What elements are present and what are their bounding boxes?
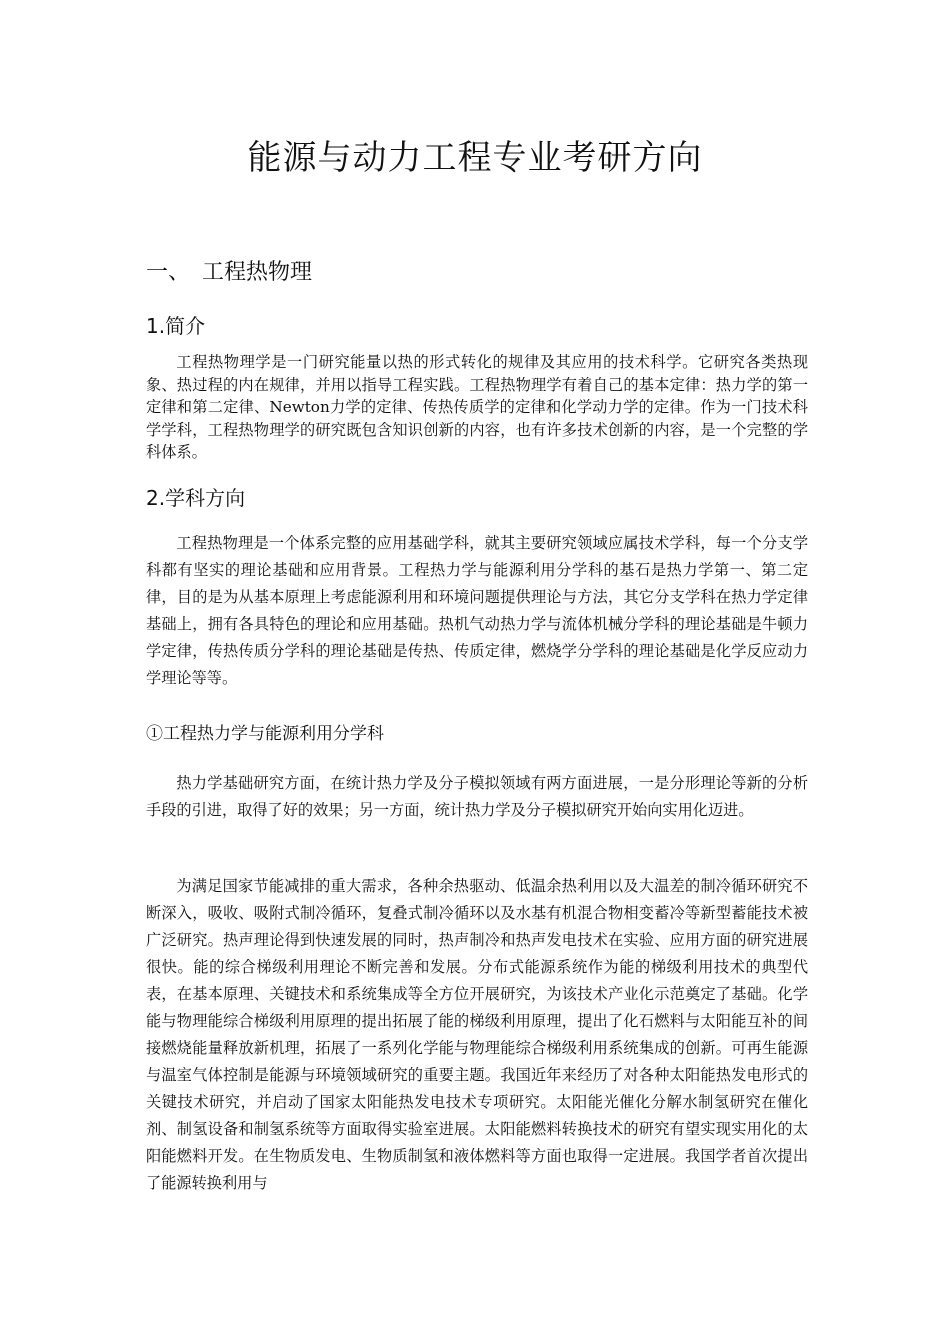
document-title: 能源与动力工程专业考研方向 [247, 138, 703, 178]
subsection-heading-intro: 1.简介 [146, 314, 206, 338]
subsection-heading-directions: 2.学科方向 [146, 486, 246, 510]
thermodynamics-paragraph-2: 为满足国家节能减排的重大需求，各种余热驱动、低温余热利用以及大温差的制冷循环研究不断深入，吸收、吸附式制冷循环，复叠式制冷循环以及水基有机混合物相变蓄冷等新型蓄能技术被广泛研究。热声理论得到快速发展的同时，热声制冷和热声发电技术在实验、应用方面的研究进展很快。能的综合梯级利用理论不断完善和发展。分布式能源系统作为能的梯级利用技术的典型代表，在基本原理、关键技术和系统集成等全方位开展研究，为该技术产业化示范奠定了基础。化学能与物理能综合梯级利用原理的提出拓展了能的梯级利用原理，提出了化石燃料与太阳能互补的间接燃烧能量释放新机理，拓展了一系列化学能与物理能综合梯级利用系统集成的创新。可再生能源与温室气体控制是能源与环境领域研究的重要主题。我国近年来经历了对各种太阳能热发电形式的关键技术研究，并启动了国家太阳能热发电技术专项研究。太阳能光催化分解水制氢研究在催化剂、制氢设备和制氢系统等方面取得实验室进展。太阳能燃料转换技术的研究有望实现实用化的太阳能燃料开发。在生物质发电、生物质制氢和液体燃料等方面也取得一定进展。我国学者首次提出了能源转换利用与 [146, 877, 808, 1192]
intro-paragraph: 工程热物理学是一门研究能量以热的形式转化的规律及其应用的技术科学。它研究各类热现象、热过程的内在规律，并用以指导工程实践。工程热物理学有着自己的基本定律：热力学的第一定律和第二定律、Newton力学的定律、传热传质学的定律和化学动力学的定律。作为一门技术科学学科，工程热物理学的研究既包含知识创新的内容，也有许多技术创新的内容，是一个完整的学科体系。 [146, 353, 808, 462]
thermodynamics-paragraph-1: 热力学基础研究方面，在统计热力学及分子模拟领域有两方面进展，一是分形理论等新的分析手段的引进，取得了好的效果；另一方面，统计热力学及分子模拟研究开始向实用化迈进。 [146, 774, 808, 819]
section-heading-1 [146, 257, 312, 289]
directions-paragraph: 工程热物理是一个体系完整的应用基础学科，就其主要研究领域应属技术学科，每一个分支学科都有坚实的理论基础和应用背景。工程热力学与能源利用分学科的基石是热力学第一、第二定律，目的是为从基本原理上考虑能源利用和环境问题提供理论与方法，其它分支学科在热力学定律基础上，拥有各具特色的理论和应用基础。热机气动热力学与流体机械分学科的理论基础是牛顿力学定律，传热传质分学科的理论基础是传热、传质定律，燃烧学分学科的理论基础是化学反应动力学理论等等。 [146, 534, 808, 687]
section-title: 工程热物理 [202, 260, 313, 285]
section-number: 一、 [146, 260, 191, 285]
subsection-heading-thermodynamics: ①工程热力学与能源利用分学科 [146, 724, 384, 744]
